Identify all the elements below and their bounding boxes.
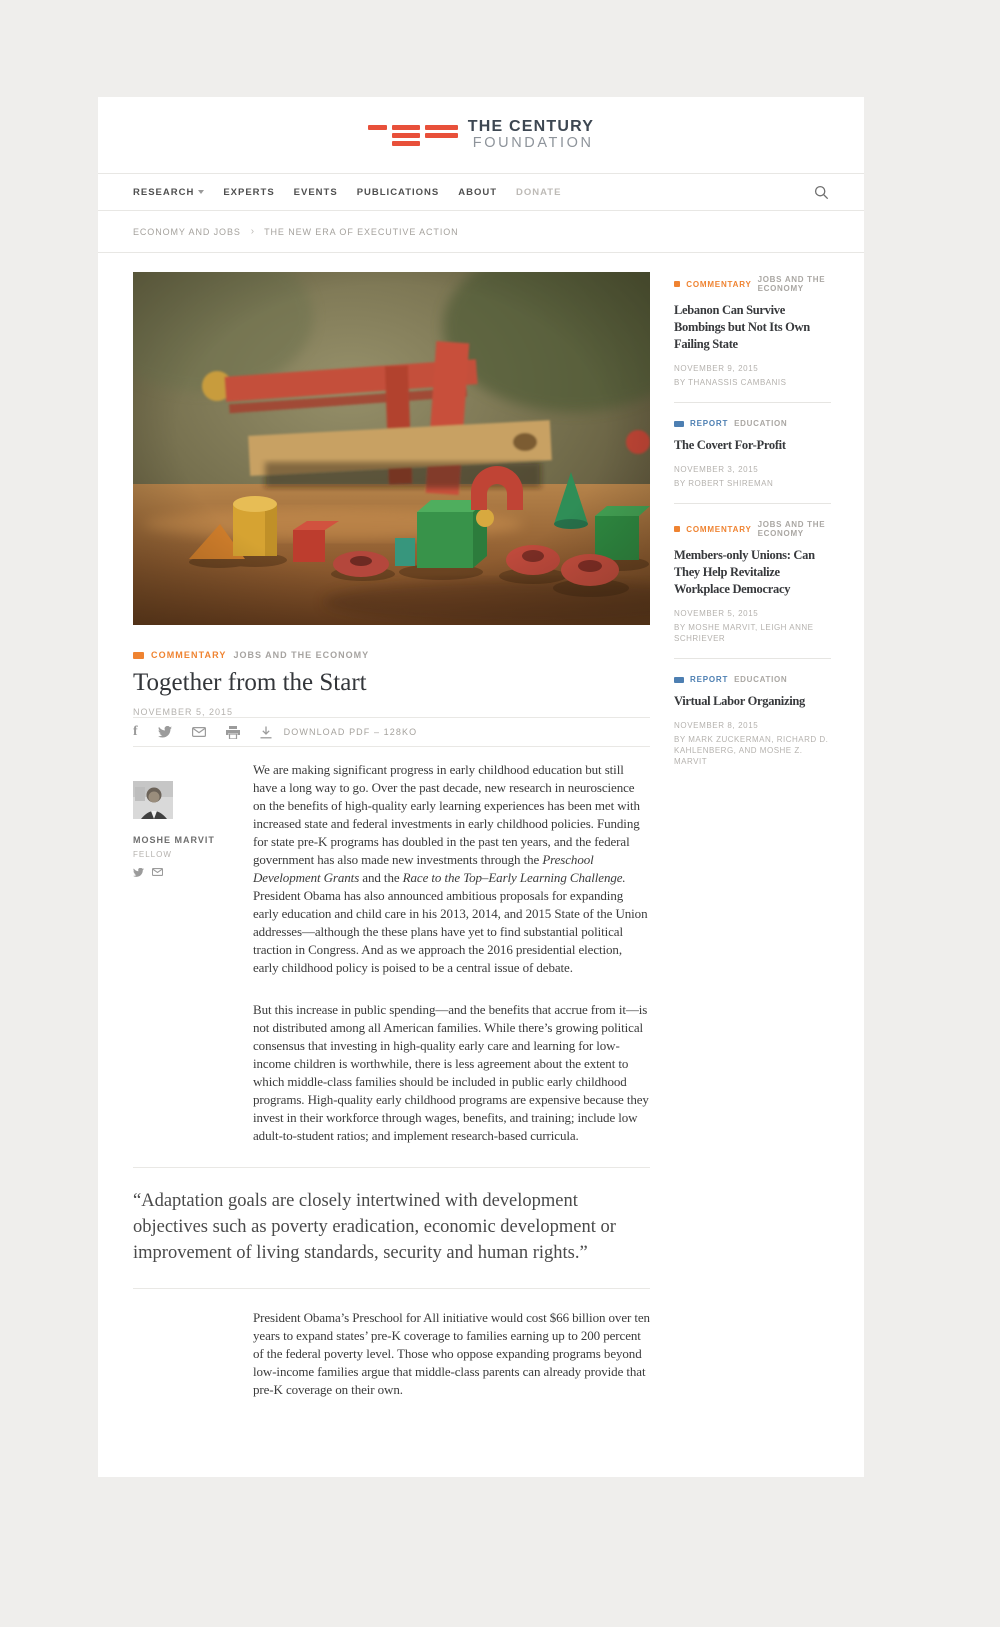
p1-text: and the (359, 870, 403, 885)
related-byline: BY MARK ZUCKERMAN, RICHARD D. KAHLENBERG, AND MOSHE Z. MARVIT (674, 735, 829, 766)
author-name[interactable]: MOSHE MARVIT (133, 835, 215, 845)
share-toolbar (133, 718, 650, 746)
print-button[interactable] (226, 726, 240, 739)
author-twitter-button[interactable] (133, 868, 144, 877)
site-logo[interactable] (368, 118, 594, 152)
p1-italic-1[interactable]: Preschool Development Grants (253, 852, 594, 885)
report-square-icon (674, 677, 684, 683)
related-topic: EDUCATION (734, 419, 788, 428)
logo-bars-icon (368, 125, 458, 146)
related-title[interactable]: The Covert For-Profit (674, 438, 786, 452)
p1-text: President Obama has also announced ambitious proposals for expanding early education and child care in his 2013, 2014, and 2015 State of the Union addresses—although the these plans have yet to find substantial political traction in Congress. And as we approach the 2016 presidential election, early childhood policy is poised to be a central issue of debate. (253, 888, 648, 975)
logo-line1: THE CENTURY (467, 118, 595, 136)
related-title[interactable]: Lebanon Can Survive Bombings but Not Its Own Failing State (674, 303, 810, 351)
author-avatar[interactable] (133, 781, 173, 819)
page-card (98, 97, 864, 1477)
article-hero-image (133, 272, 650, 625)
related-sidebar (674, 272, 831, 1399)
logo-line2: FOUNDATION (472, 134, 594, 151)
paragraph-1 (253, 761, 650, 977)
pull-quote: “Adaptation goals are closely intertwined with development objectives such as poverty eradication, economic development or improvement of living standards, security and human rights.” (133, 1191, 616, 1263)
breadcrumb (98, 211, 864, 253)
commentary-square-icon (674, 526, 680, 532)
article-date: NOVEMBER 5, 2015 (133, 707, 234, 717)
nav-item-about[interactable]: ABOUT (458, 186, 498, 198)
related-type: REPORT (690, 419, 729, 428)
divider (133, 1288, 650, 1289)
author-email-button[interactable] (152, 868, 163, 877)
article-text (253, 761, 650, 1145)
related-type: COMMENTARY (686, 524, 752, 534)
commentary-square-icon (674, 281, 680, 287)
nav-item-research[interactable] (133, 187, 204, 198)
page-title: Together from the Start (133, 669, 367, 696)
related-title[interactable]: Virtual Labor Organizing (674, 694, 806, 708)
chevron-down-icon (198, 190, 204, 194)
nav-item-donate[interactable]: DONATE (516, 186, 562, 198)
facebook-share-button[interactable] (133, 725, 138, 739)
divider (133, 746, 650, 747)
related-topic: JOBS AND THE ECONOMY (757, 520, 826, 538)
site-header (98, 97, 864, 173)
download-label: DOWNLOAD PDF – 128KO (283, 727, 418, 737)
author-block (133, 761, 253, 1145)
twitter-share-button[interactable] (158, 726, 172, 738)
twitter-icon (158, 726, 172, 738)
related-type: REPORT (690, 675, 729, 684)
twitter-icon (133, 868, 144, 877)
email-share-button[interactable] (192, 727, 206, 737)
related-topic: EDUCATION (734, 675, 788, 684)
related-byline: BY MOSHE MARVIT, LEIGH ANNE SCHRIEVER (674, 623, 814, 643)
download-pdf-button[interactable] (260, 726, 418, 739)
main-nav (98, 173, 864, 211)
related-type: COMMENTARY (686, 279, 752, 289)
nav-item-label: RESEARCH (133, 186, 195, 198)
category-type[interactable]: COMMENTARY (151, 650, 227, 660)
related-date: NOVEMBER 8, 2015 (674, 721, 759, 730)
report-square-icon (674, 421, 684, 427)
search-icon (814, 185, 829, 200)
related-article[interactable] (674, 272, 831, 402)
nav-item-experts[interactable]: EXPERTS (223, 186, 275, 198)
article-category (133, 650, 650, 660)
nav-item-publications[interactable]: PUBLICATIONS (356, 186, 440, 198)
breadcrumb-separator: › (250, 226, 255, 237)
commentary-square-icon (133, 652, 144, 659)
related-article[interactable] (674, 402, 831, 503)
related-date: NOVEMBER 3, 2015 (674, 465, 759, 474)
printer-icon (226, 726, 240, 739)
related-title[interactable]: Members-only Unions: Can They Help Revitalize Workplace Democracy (674, 548, 815, 596)
related-topic: JOBS AND THE ECONOMY (757, 275, 826, 293)
facebook-icon: f (133, 724, 138, 739)
divider (133, 1167, 650, 1168)
paragraph-3: President Obama’s Preschool for All initiative would cost $66 billion over ten years to expand states’ pre-K coverage to families earning up to 200 percent of the federal poverty level. Those who oppose expanding programs beyond low-income families argue that middle-class parents can already provide that pre-K coverage on their own. (253, 1310, 650, 1397)
related-byline: BY THANASSIS CAMBANIS (674, 378, 787, 387)
pull-quote-section (133, 1167, 650, 1289)
related-byline: BY ROBERT SHIREMAN (674, 479, 774, 488)
breadcrumb-section[interactable]: ECONOMY AND JOBS (133, 226, 241, 237)
related-date: NOVEMBER 5, 2015 (674, 609, 759, 618)
related-date: NOVEMBER 9, 2015 (674, 364, 759, 373)
breadcrumb-page[interactable]: THE NEW ERA OF EXECUTIVE ACTION (264, 226, 459, 237)
search-button[interactable] (814, 185, 829, 200)
p1-italic-2[interactable]: Race to the Top–Early Learning Challenge. (402, 870, 626, 885)
nav-item-events[interactable]: EVENTS (293, 186, 338, 198)
author-role: FELLOW (133, 850, 172, 859)
email-icon (192, 727, 206, 737)
paragraph-2: But this increase in public spending—and the benefits that accrue from it—is not distributed among all American families. While there’s growing political consensus that investing in high-quality early care and learning for low-income children is worthwhile, there is less agreement about the extent to which middle-class families should be included in public early childhood programs. High-quality early childhood programs are expensive because they invest in their workforce through wages, benefits, and training; include low adult-to-student ratios; and implement research-based curricula. (253, 1002, 649, 1143)
download-icon (260, 726, 272, 739)
p1-text: We are making significant progress in early childhood education but still have a long way to go. Over the past decade, new research in neuroscience on the benefits of high-quality early learning experiences has been met with increased state and federal investments in early childhood policies. Funding for state pre-K programs has doubled in the past ten years, and the federal government has also made new investments through the (253, 762, 640, 867)
related-article[interactable] (674, 503, 831, 658)
category-topic[interactable]: JOBS AND THE ECONOMY (233, 650, 370, 660)
email-icon (152, 868, 163, 876)
related-article[interactable] (674, 658, 831, 781)
